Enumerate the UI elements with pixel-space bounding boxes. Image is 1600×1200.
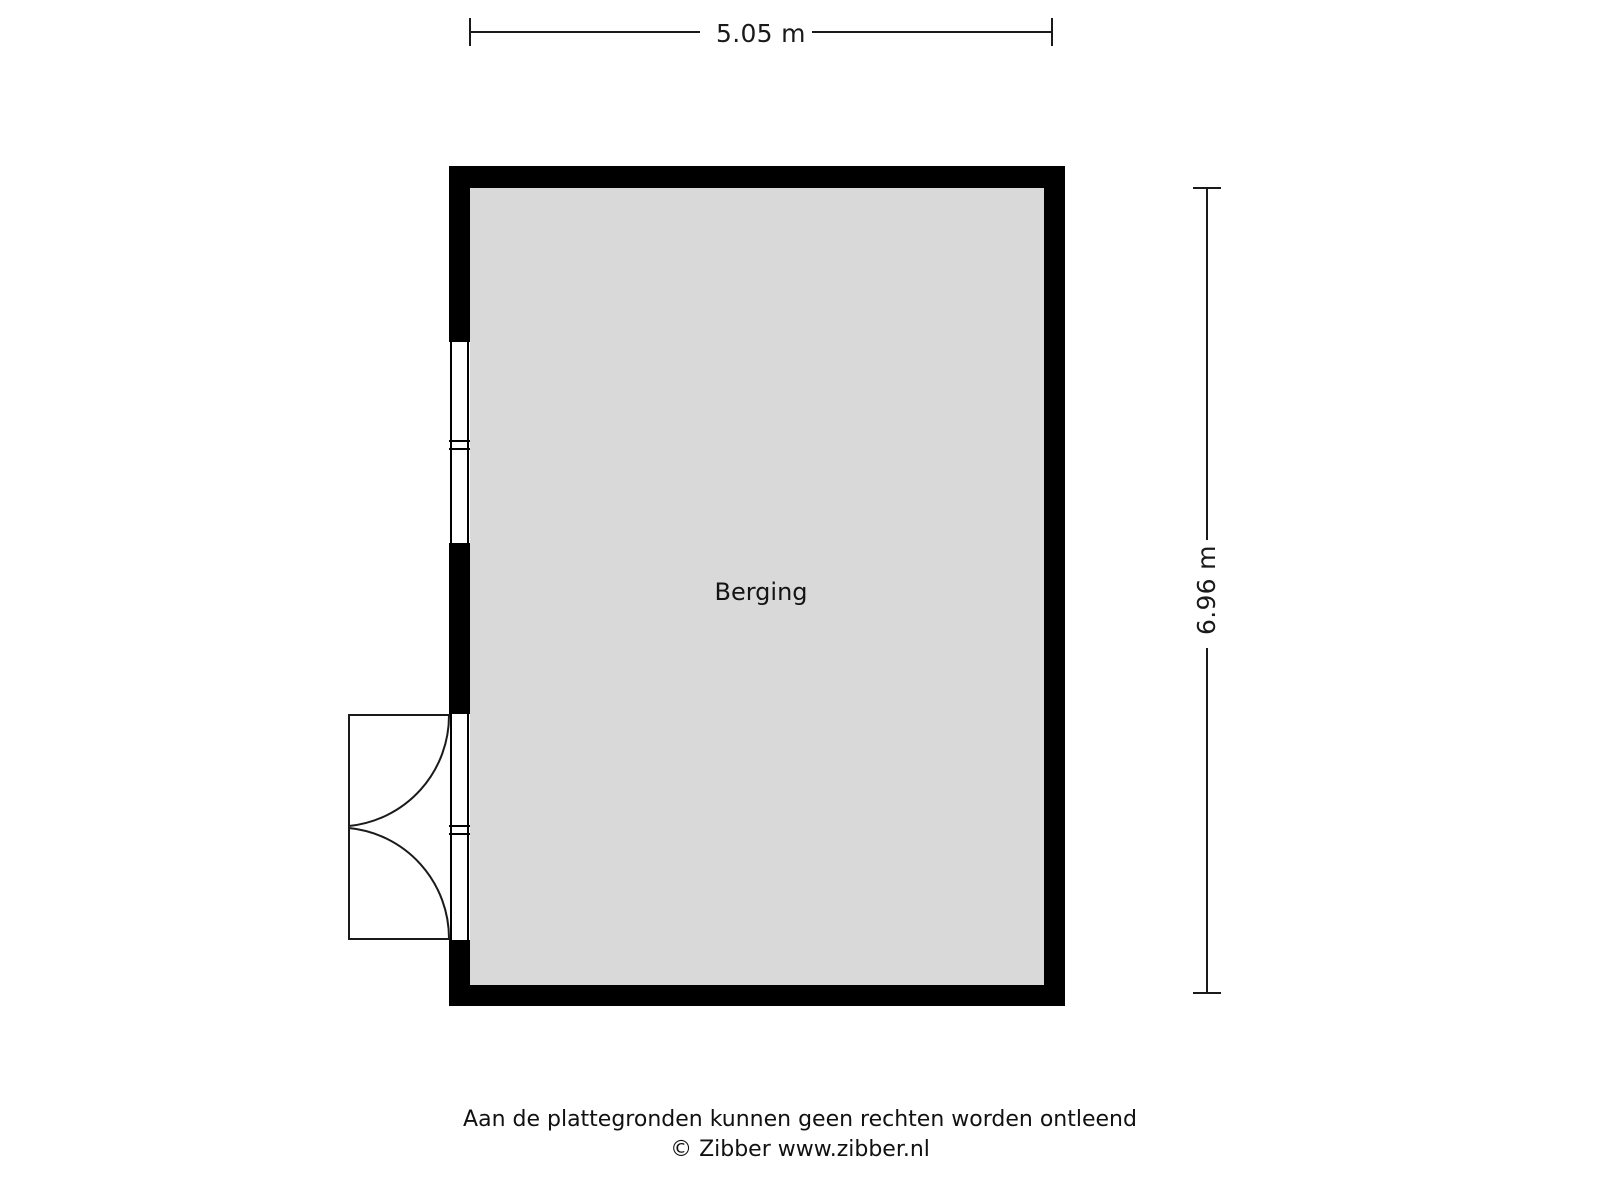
room-label-berging: Berging: [714, 578, 808, 606]
footer-copyright-text: © Zibber www.zibber.nl: [670, 1137, 930, 1162]
double-door-swing: [349, 715, 449, 939]
window-left-upper: [449, 340, 470, 545]
dimension-top-label: 5.05 m: [716, 19, 806, 48]
window-left-lower: [449, 712, 470, 942]
footer-disclaimer: [0, 1105, 1600, 1165]
dimension-right-label: 6.96 m: [1192, 545, 1221, 635]
footer-disclaimer-text: Aan de plattegronden kunnen geen rechten worden ontleend: [463, 1107, 1137, 1132]
